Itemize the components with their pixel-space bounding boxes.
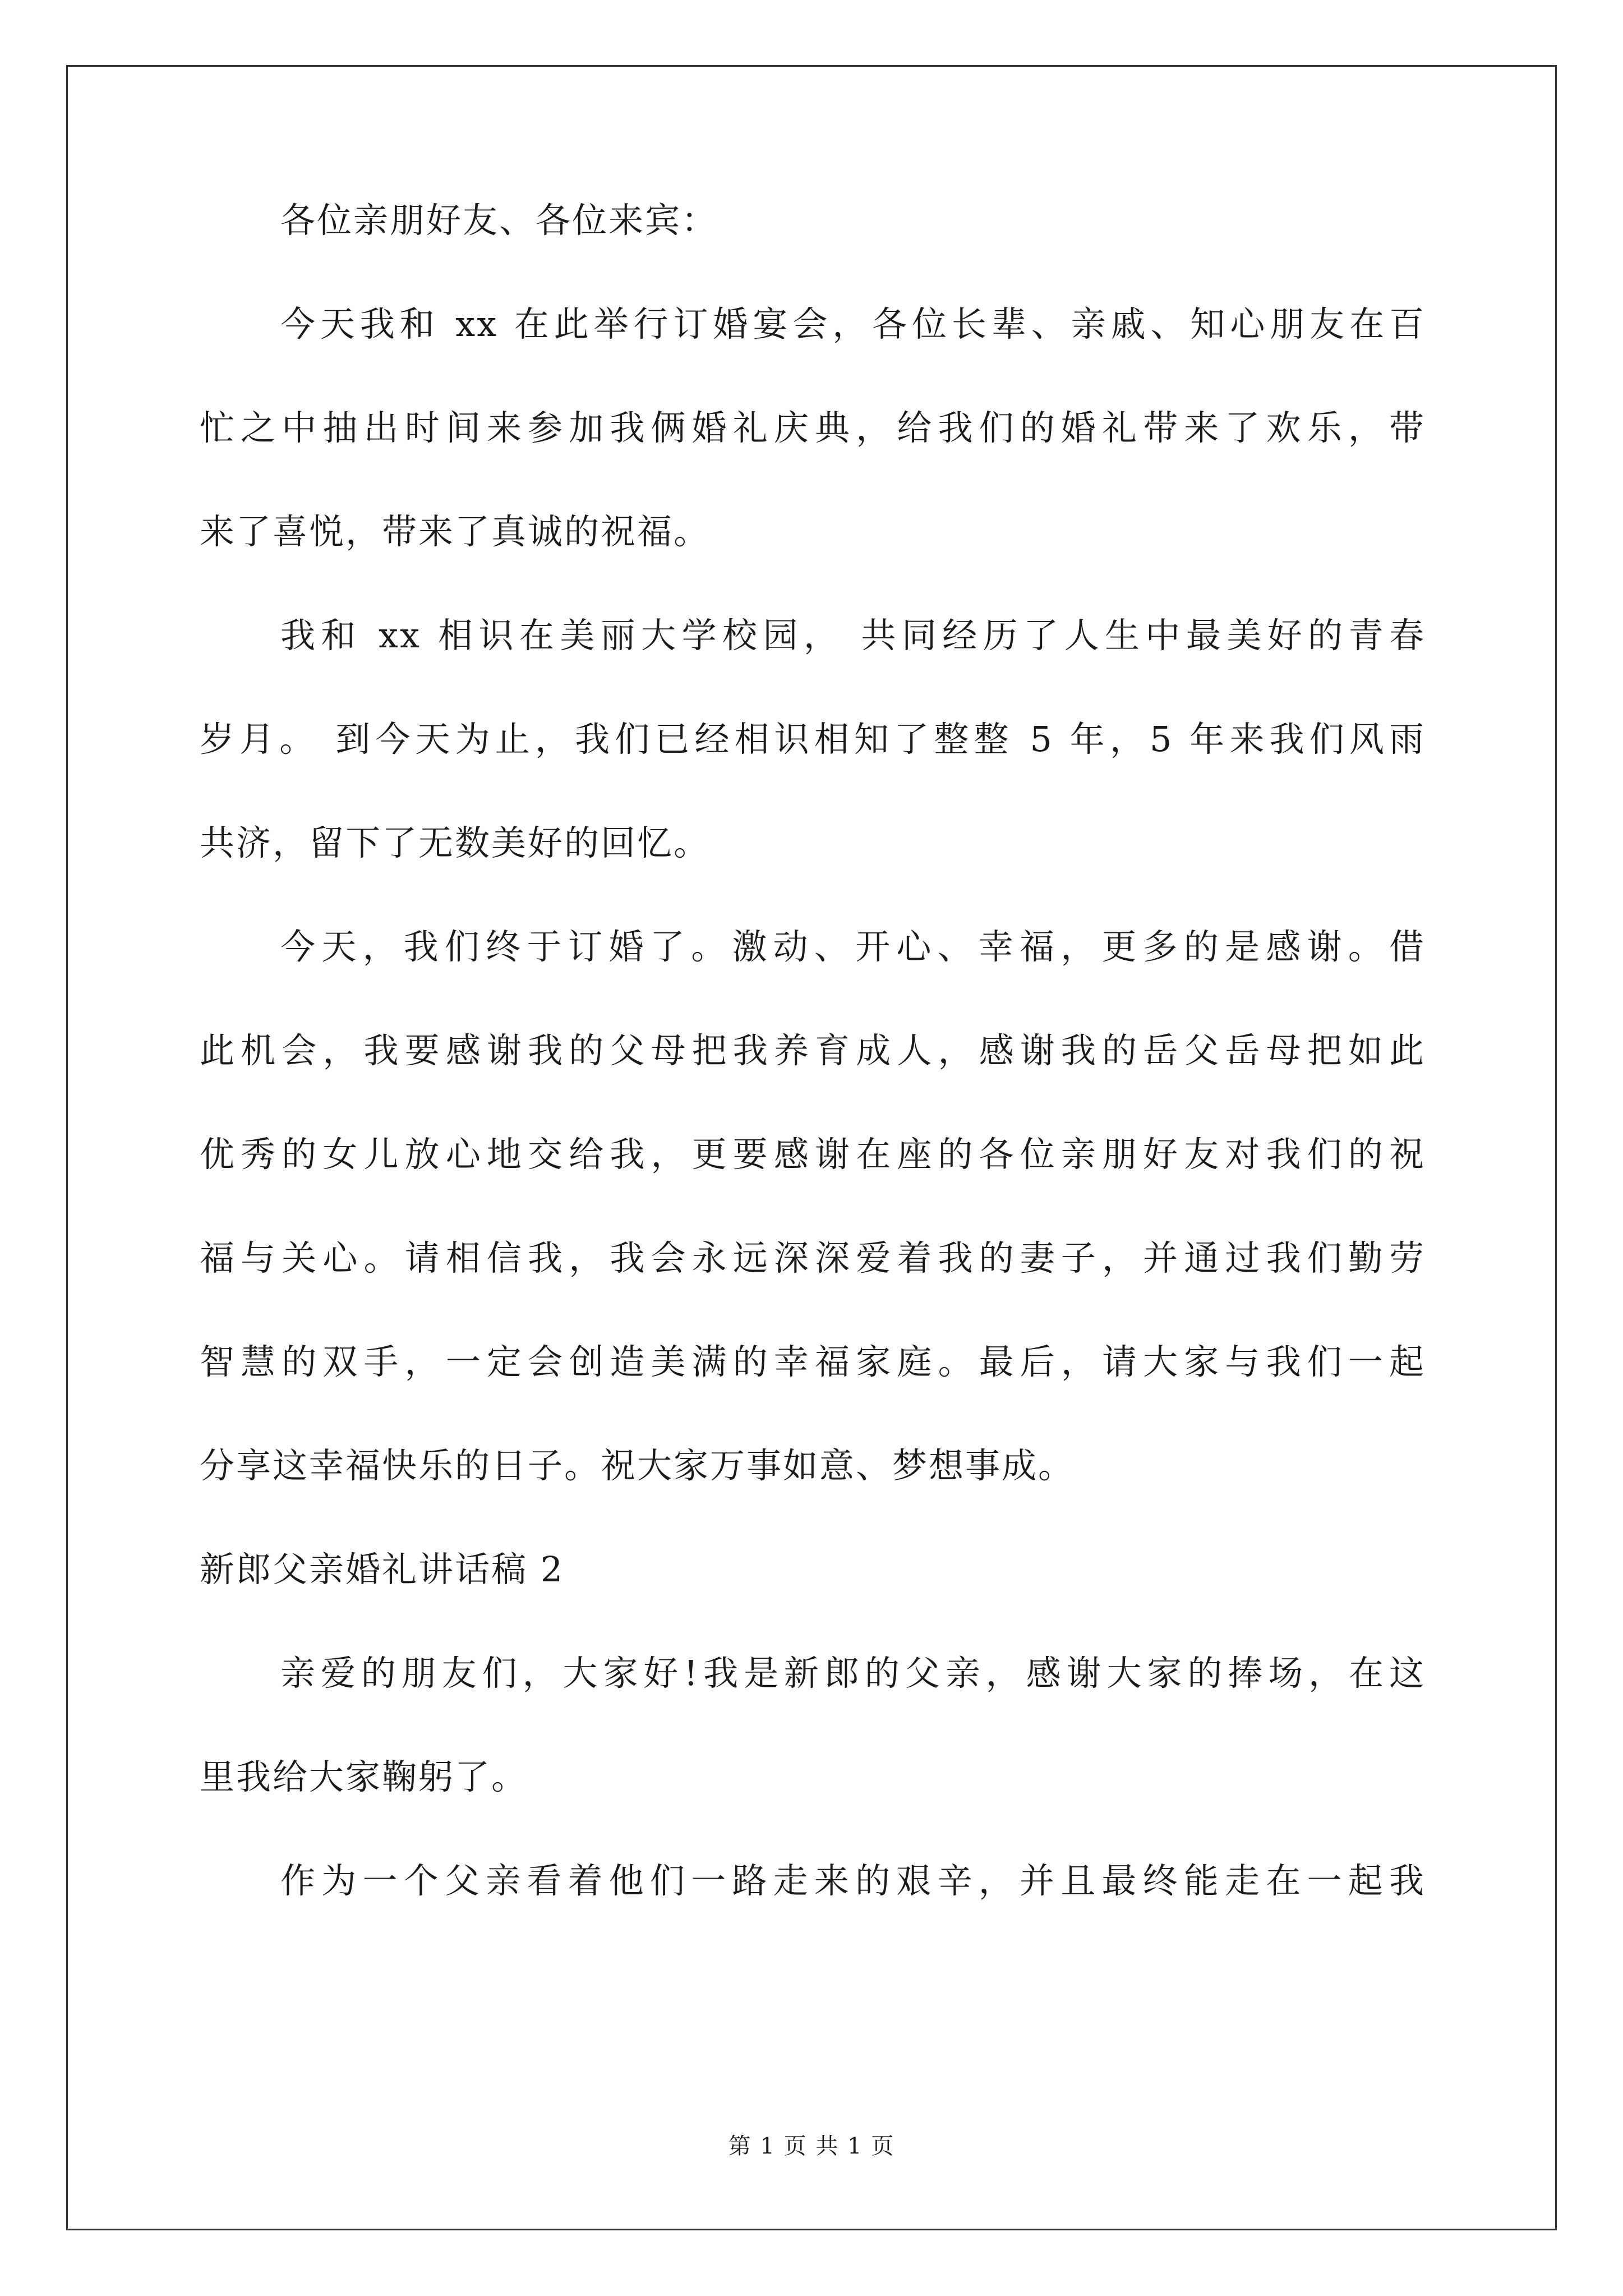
text-line: 福与关心。请相信我，我会永远深深爱着我的妻子，并通过我们勤劳 (200, 1237, 1426, 1278)
text-line: 今天，我们终于订婚了。激动、开心、幸福，更多的是感谢。借 (280, 926, 1426, 967)
text-line: 各位亲朋好友、各位来宾： (280, 200, 718, 241)
text-line: 智慧的双手，一定会创造美满的幸福家庭。最后，请大家与我们一起 (200, 1341, 1426, 1382)
text-line: 亲爱的朋友们，大家好!我是新郎的父亲，感谢大家的捧场，在这 (280, 1653, 1426, 1694)
text-line: 共济，留下了无数美好的回忆。 (200, 822, 711, 863)
text-line: 来了喜悦，带来了真诚的祝福。 (200, 511, 711, 552)
text-line: 岁月。 到今天为止，我们已经相识相知了整整 5 年，5 年来我们风雨 (200, 719, 1426, 760)
text-line: 此机会，我要感谢我的父母把我养育成人，感谢我的岳父岳母把如此 (200, 1030, 1426, 1071)
text-line: 我和 xx 相识在美丽大学校园， 共同经历了人生中最美好的青春 (280, 615, 1426, 656)
section-heading: 新郎父亲婚礼讲话稿 2 (200, 1549, 565, 1590)
text-line: 里我给大家鞠躬了。 (200, 1756, 528, 1797)
document-body (200, 168, 1426, 1932)
text-line: 作为一个父亲看着他们一路走来的艰辛，并且最终能走在一起我 (280, 1860, 1426, 1901)
text-line: 分享这幸福快乐的日子。祝大家万事如意、梦想事成。 (200, 1445, 1075, 1486)
text-line: 今天我和 xx 在此举行订婚宴会，各位长辈、亲戚、知心朋友在百 (280, 303, 1426, 344)
page-footer: 第 1 页 共 1 页 (728, 2133, 895, 2159)
text-line: 优秀的女儿放心地交给我，更要感谢在座的各位亲朋好友对我们的祝 (200, 1134, 1426, 1175)
text-line: 忙之中抽出时间来参加我俩婚礼庆典，给我们的婚礼带来了欢乐，带 (200, 407, 1426, 448)
